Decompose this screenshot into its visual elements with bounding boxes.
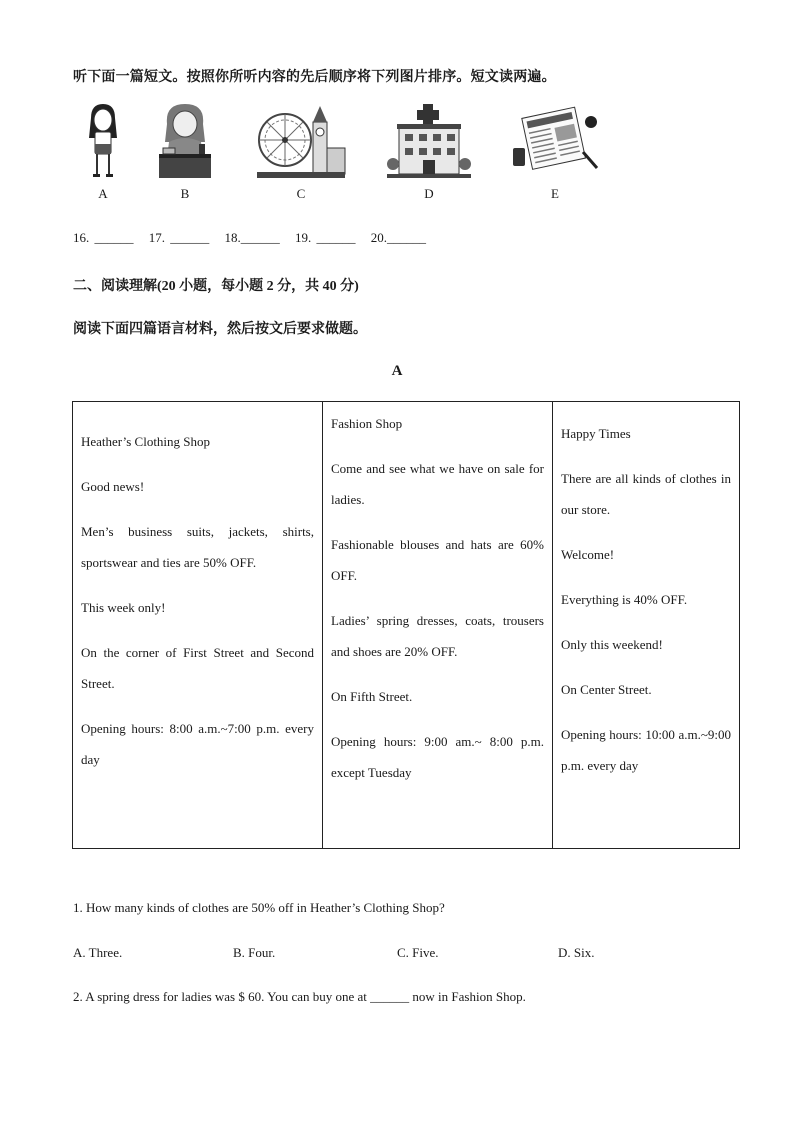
picture-label: A xyxy=(98,186,108,201)
picture-label: B xyxy=(180,186,190,201)
ads-table xyxy=(72,401,740,849)
picture-e xyxy=(509,100,609,210)
ad-line: Men’s business suits, jackets, shirts, sportswear and ties are 50% OFF. xyxy=(81,524,314,570)
picture-c xyxy=(255,100,355,210)
answer-blanks xyxy=(73,230,436,246)
answer-blank[interactable]: 18.______ xyxy=(224,230,280,245)
teacher-icon xyxy=(153,100,217,182)
picture-row xyxy=(73,100,633,210)
section-title: 二、阅读理解(20 小题，每小题 2 分，共 40 分) xyxy=(73,279,359,294)
question-1: 1. How many kinds of clothes are 50% off in Heather’s Clothing Shop? xyxy=(73,900,445,915)
option-b[interactable]: B. Four. xyxy=(233,945,276,960)
option-d[interactable]: D. Six. xyxy=(558,945,595,960)
answer-blank[interactable]: 20.______ xyxy=(370,230,426,245)
ad-line: Everything is 40% OFF. xyxy=(561,592,688,607)
answer-blank[interactable]: 19. ______ xyxy=(295,230,356,245)
passage-letter: A xyxy=(391,363,403,379)
section-instruction: 阅读下面四篇语言材料，然后按文后要求做题。 xyxy=(73,322,367,337)
ad-line: On the corner of First Street and Second Street. xyxy=(81,645,314,691)
ad-line: Good news! xyxy=(81,479,145,494)
question-2: 2. A spring dress for ladies was $ 60. You can buy one at ______ now in Fashion Shop. xyxy=(73,989,526,1004)
london-landmarks-icon xyxy=(255,100,347,182)
picture-d xyxy=(387,100,487,210)
ad-line: There are all kinds of clothes in our store. xyxy=(561,471,731,517)
ad-shop-name: Heather’s Clothing Shop xyxy=(81,434,211,449)
answer-blank[interactable]: 17. ______ xyxy=(148,230,210,245)
newspaper-icon xyxy=(509,100,601,182)
option-a[interactable]: A. Three. xyxy=(73,945,123,960)
ad-shop-name: Fashion Shop xyxy=(331,416,403,431)
ad-shop-name: Happy Times xyxy=(561,426,631,441)
ad-line: Come and see what we have on sale for ladies. xyxy=(331,461,544,507)
listening-instruction: 听下面一篇短文。按照你所听内容的先后顺序将下列图片排序。短文读两遍。 xyxy=(73,70,556,85)
ad-line: On Center Street. xyxy=(561,682,652,697)
ad-line: Only this weekend! xyxy=(561,637,663,652)
picture-label: D xyxy=(424,186,434,201)
picture-b xyxy=(153,100,253,210)
ad-line: This week only! xyxy=(81,600,166,615)
option-c[interactable]: C. Five. xyxy=(397,945,439,960)
ad-line: Opening hours: 8:00 a.m.~7:00 p.m. every day xyxy=(81,721,314,767)
ad-line: Ladies’ spring dresses, coats, trousers and shoes are 20% OFF. xyxy=(331,613,544,659)
ad-line: Opening hours: 10:00 a.m.~9:00 p.m. every day xyxy=(561,727,731,773)
ad-fashion xyxy=(323,402,553,849)
ad-line: On Fifth Street. xyxy=(331,689,413,704)
answer-blank[interactable]: 16. ______ xyxy=(73,230,134,245)
girl-icon xyxy=(73,100,133,182)
picture-label: E xyxy=(551,186,559,201)
ad-line: Welcome! xyxy=(561,547,615,562)
hospital-icon xyxy=(387,100,471,182)
ad-line: Opening hours: 9:00 am.~ 8:00 p.m. except Tuesday xyxy=(331,734,544,780)
picture-label: C xyxy=(296,186,306,201)
ad-happy-times xyxy=(553,402,740,849)
ad-line: Fashionable blouses and hats are 60% OFF. xyxy=(331,537,544,583)
ad-heathers xyxy=(73,402,323,849)
